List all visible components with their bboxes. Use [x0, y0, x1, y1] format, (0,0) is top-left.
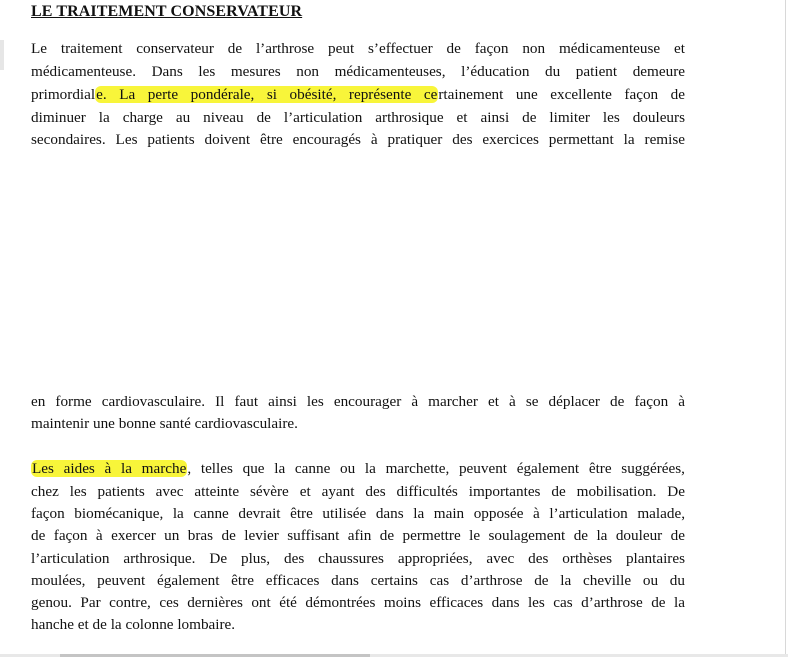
paragraph-line: hanche et de la colonne lombaire. [31, 616, 236, 633]
paragraph-line: façon biomécanique, la canne devrait être utilisée dans la main opposée à l’articulation malade, [31, 505, 685, 522]
page-right-border [785, 0, 786, 657]
paragraph-line: maintenir une bonne santé cardiovasculaire. [31, 415, 298, 432]
left-edge-marker [0, 40, 4, 70]
paragraph-line: genou. Par contre, ces dernières ont été démontrées moins efficaces dans les cas d’arthrose de la [31, 594, 685, 611]
paragraph-line-with-highlight [31, 84, 685, 107]
text-segment: rtainement une excellente façon de [438, 86, 686, 103]
text-segment: primordial [31, 86, 96, 103]
paragraph-line: moulées, peuvent également être efficaces dans certains cas d’arthrose de la cheville ou du [31, 572, 685, 589]
paragraph-line-with-highlight [31, 458, 685, 481]
highlighted-text[interactable]: e. La perte pondérale, si obésité, représente ce [96, 86, 438, 103]
paragraph-line: chez les patients avec atteinte sévère et ayant des difficultés importantes de mobilisation. De [31, 483, 685, 500]
paragraph-line: diminuer la charge au niveau de l’articulation arthrosique et ainsi de limiter les douleurs [31, 109, 685, 126]
paragraph-line: secondaires. Les patients doivent être encouragés à pratiquer des exercices permettant la remise [31, 131, 685, 148]
paragraph-line: Le traitement conservateur de l’arthrose peut s’effectuer de façon non médicamenteuse et [31, 40, 685, 57]
paragraph-line: médicamenteuse. Dans les mesures non médicamenteuses, l’éducation du patient demeure [31, 63, 685, 80]
text-segment: , telles que la canne ou la marchette, peuvent également être suggérées, [187, 460, 685, 477]
paragraph-line: en forme cardiovasculaire. Il faut ainsi les encourager à marcher et à se déplacer de façon à [31, 393, 685, 410]
highlighted-text[interactable]: Les aides à la marche [32, 460, 187, 477]
section-heading: LE TRAITEMENT CONSERVATEUR [31, 3, 303, 20]
paragraph-line: l’articulation arthrosique. De plus, des chaussures appropriées, avec des orthèses plantaires [31, 550, 685, 567]
paragraph-line: de façon à exercer un bras de levier suffisant afin de permettre le soulagement de la douleur de [31, 527, 685, 544]
